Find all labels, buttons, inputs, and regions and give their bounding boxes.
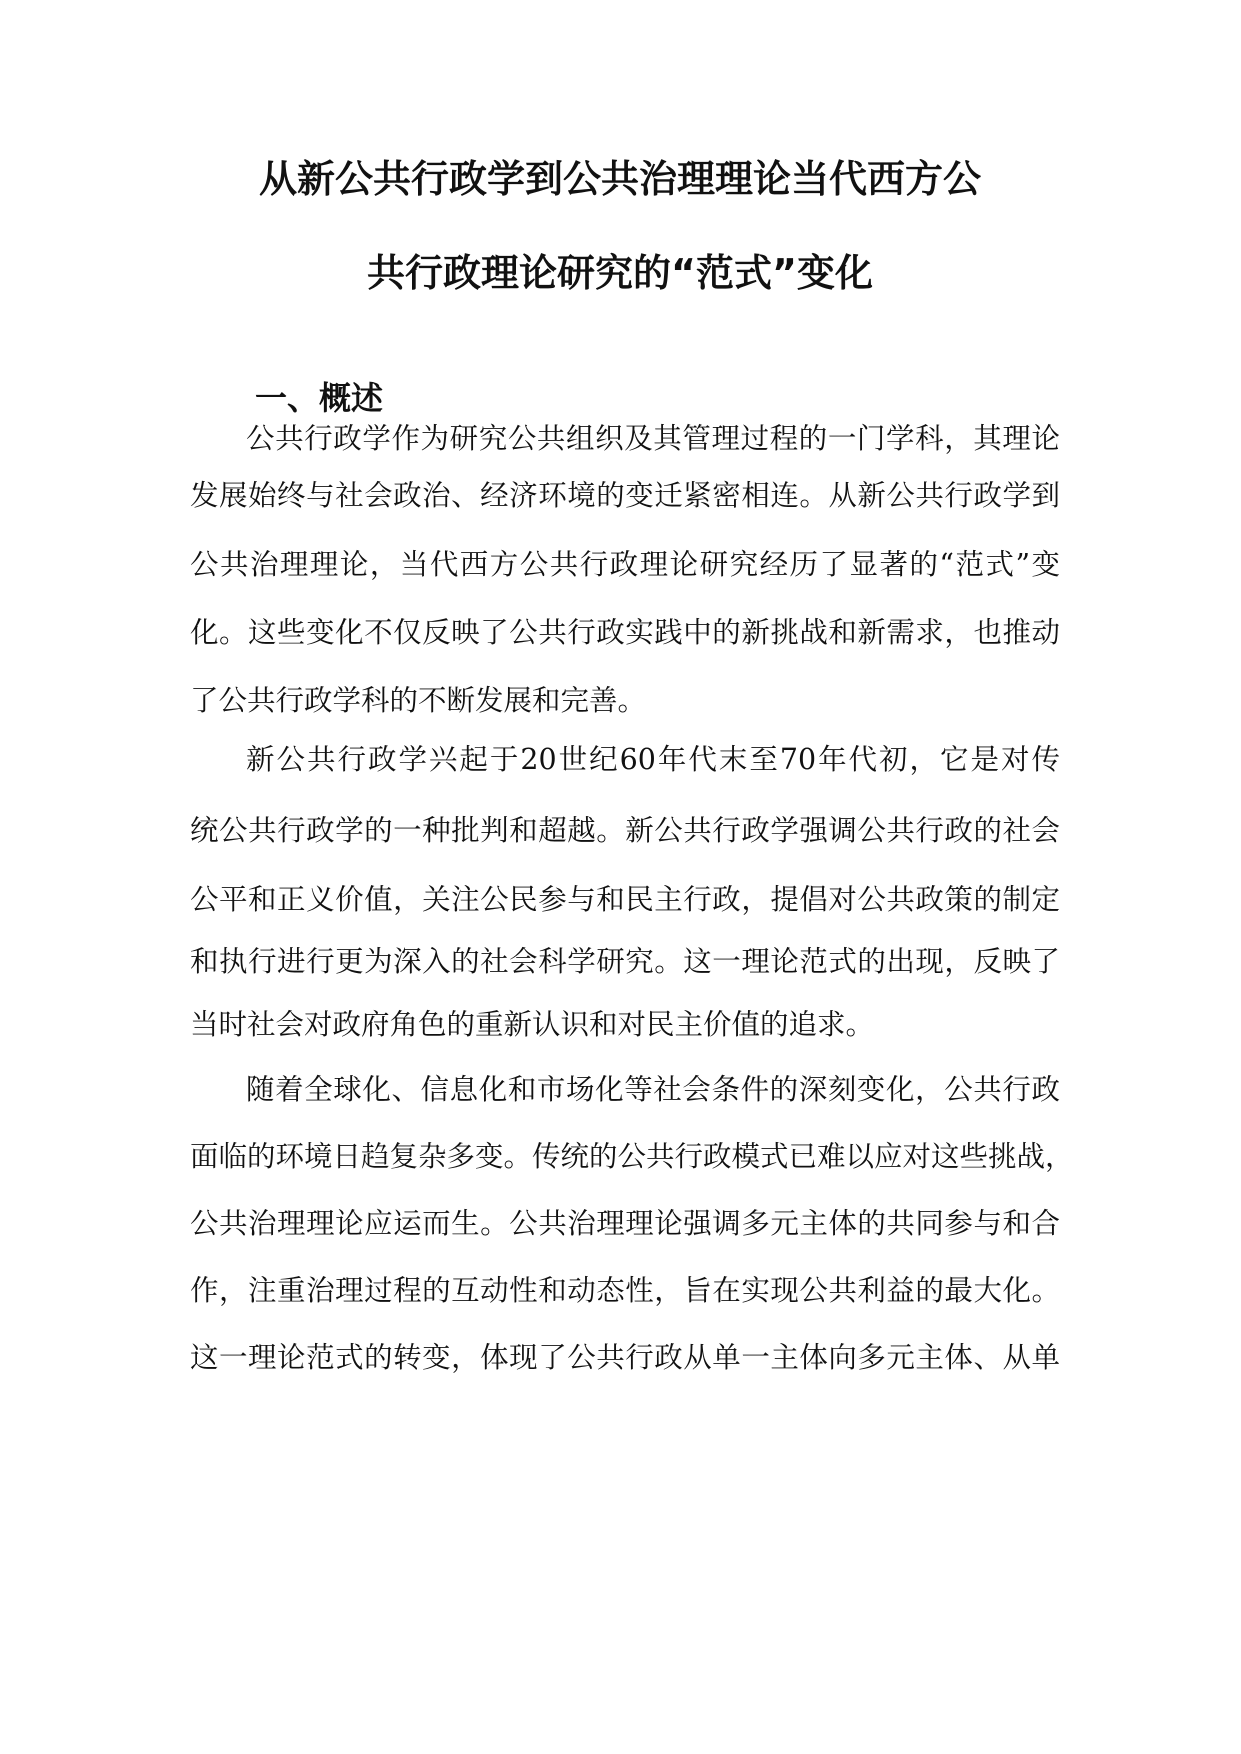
paragraph-3-line-5: 这一理论范式的转变，体现了公共行政从单一主体向多元主体、从单 bbox=[190, 1341, 1060, 1374]
paragraph-1-line-2: 发展始终与社会政治、经济环境的变迁紧密相连。从新公共行政学到 bbox=[190, 479, 1060, 512]
paragraph-3-line-3: 公共治理理论应运而生。公共治理理论强调多元主体的共同参与和合 bbox=[190, 1207, 1060, 1240]
paragraph-3-line-4: 作，注重治理过程的互动性和动态性，旨在实现公共利益的最大化。 bbox=[190, 1274, 1060, 1307]
paragraph-2-line-3: 公平和正义价值，关注公民参与和民主行政，提倡对公共政策的制定 bbox=[190, 883, 1060, 916]
paragraph-2-line-4: 和执行进行更为深入的社会科学研究。这一理论范式的出现，反映了 bbox=[190, 945, 1060, 978]
paragraph-1-line-4: 化。这些变化不仅反映了公共行政实践中的新挑战和新需求，也推动 bbox=[190, 616, 1060, 649]
paragraph-3-line-2: 面临的环境日趋复杂多变。传统的公共行政模式已难以应对这些挑战， bbox=[190, 1140, 1074, 1173]
document-title-line-1: 从新公共行政学到公共治理理论当代西方公 bbox=[258, 157, 981, 201]
paragraph-2-line-5: 当时社会对政府角色的重新认识和对民主价值的追求。 bbox=[190, 1008, 875, 1041]
section-heading: 一、概述 bbox=[255, 379, 384, 417]
paragraph-2-line-1: 新公共行政学兴起于20世纪60年代末至70年代初，它是对传 bbox=[246, 743, 1060, 776]
paragraph-1-line-1: 公共行政学作为研究公共组织及其管理过程的一门学科，其理论 bbox=[246, 422, 1060, 455]
paragraph-1-line-3: 公共治理理论，当代西方公共行政理论研究经历了显著的“范式”变 bbox=[190, 548, 1060, 581]
document-title-line-2: 共行政理论研究的“范式”变化 bbox=[367, 251, 873, 295]
paragraph-1-line-5: 了公共行政学科的不断发展和完善。 bbox=[190, 684, 647, 717]
paragraph-2-line-2: 统公共行政学的一种批判和超越。新公共行政学强调公共行政的社会 bbox=[190, 814, 1060, 847]
paragraph-3-line-1: 随着全球化、信息化和市场化等社会条件的深刻变化，公共行政 bbox=[246, 1073, 1060, 1106]
